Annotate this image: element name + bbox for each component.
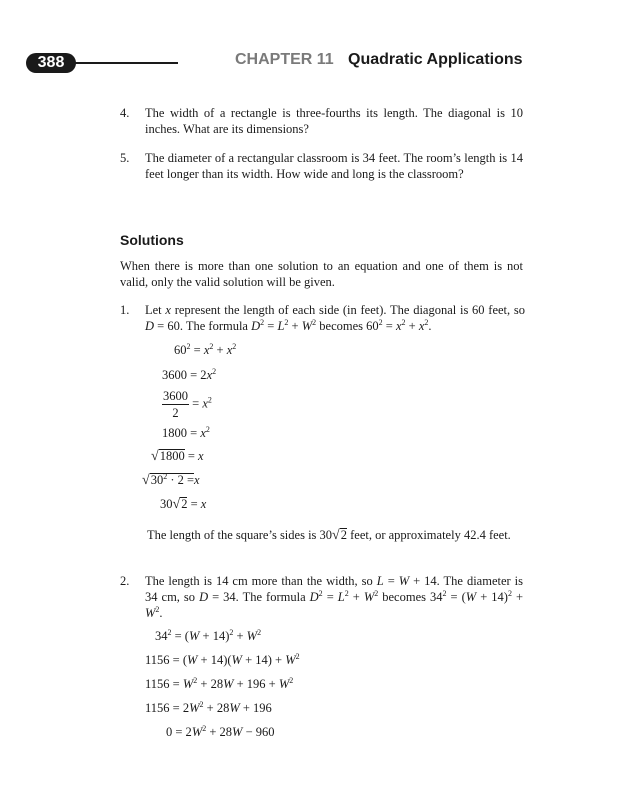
s1-equation-4: $1800 = x^2$ — [162, 425, 210, 440]
s2-equation-2: $1156 = (W + 14)(W + 14) + W^2$ — [145, 652, 300, 667]
s1-equation-1: $60^2 = x^2 + x^2$ — [174, 342, 237, 357]
chapter-label: CHAPTER 11 — [235, 51, 334, 68]
s1-equation-5: √1800 = x — [151, 449, 204, 464]
s2-equation-1: $34^2 = (W + 14)^2 + W^2$ — [155, 628, 262, 643]
s2-equation-5: $0 = 2W^2 + 28W - 960$ — [166, 724, 275, 739]
s1-equation-3: $\frac{3600}{2}$ = $x^2$ — [163, 389, 212, 420]
solutions-heading: Solutions — [120, 232, 184, 248]
solution-1-text: Let x represent the length of each side (in feet). The diagonal is 60 feet, so D = 60. The formula $D^2 = L^2 + W^2$ becomes $60^2 = x^2 + x^2$. — [145, 303, 525, 333]
problem-5-text: The diameter of a rectangular classroom is 34 feet. The room’s length is 14 feet longer than its width. How wide and long is the classroom? — [145, 151, 523, 181]
solution-1-conclusion: The length of the square’s sides is 30√2 feet, or approximately 42.4 feet. — [147, 528, 511, 543]
solution-1-number: 1. — [120, 303, 130, 317]
solution-2-number: 2. — [120, 574, 130, 588]
solution-2-text: The length is 14 cm more than the width, so L = W + 14. The diameter is 34 cm, so D = 34. The formula $D^2 = L^2 + W^2$ becomes $34^2 = (W + 14)^2 + W^2$. — [145, 574, 524, 620]
problem-4-number: 4. — [120, 106, 130, 120]
s1-equation-2: $3600 = 2x^2$ — [162, 367, 217, 382]
page-header — [0, 0, 635, 90]
problem-5-number: 5. — [120, 151, 130, 165]
chapter-title: Quadratic Applications — [348, 51, 523, 68]
problem-4-text: The width of a rectangle is three-fourths its length. The diagonal is 10 inches. What are its dimensions? — [145, 106, 523, 136]
s1-equation-6: $√30^2 \cdot 2 =x$ — [142, 472, 200, 488]
page-number-badge: 388 — [26, 53, 76, 73]
s2-equation-3: $1156 = W^2 + 28W + 196 + W^2$ — [145, 676, 294, 691]
header-rule — [70, 62, 178, 64]
s1-equation-7: 30√2 = x — [160, 497, 207, 512]
solutions-intro: When there is more than one solution to an equation and one of them is not valid, only the valid solution will be given. — [120, 259, 523, 289]
s2-equation-4: $1156 = 2W^2 + 28W + 196$ — [145, 700, 272, 715]
